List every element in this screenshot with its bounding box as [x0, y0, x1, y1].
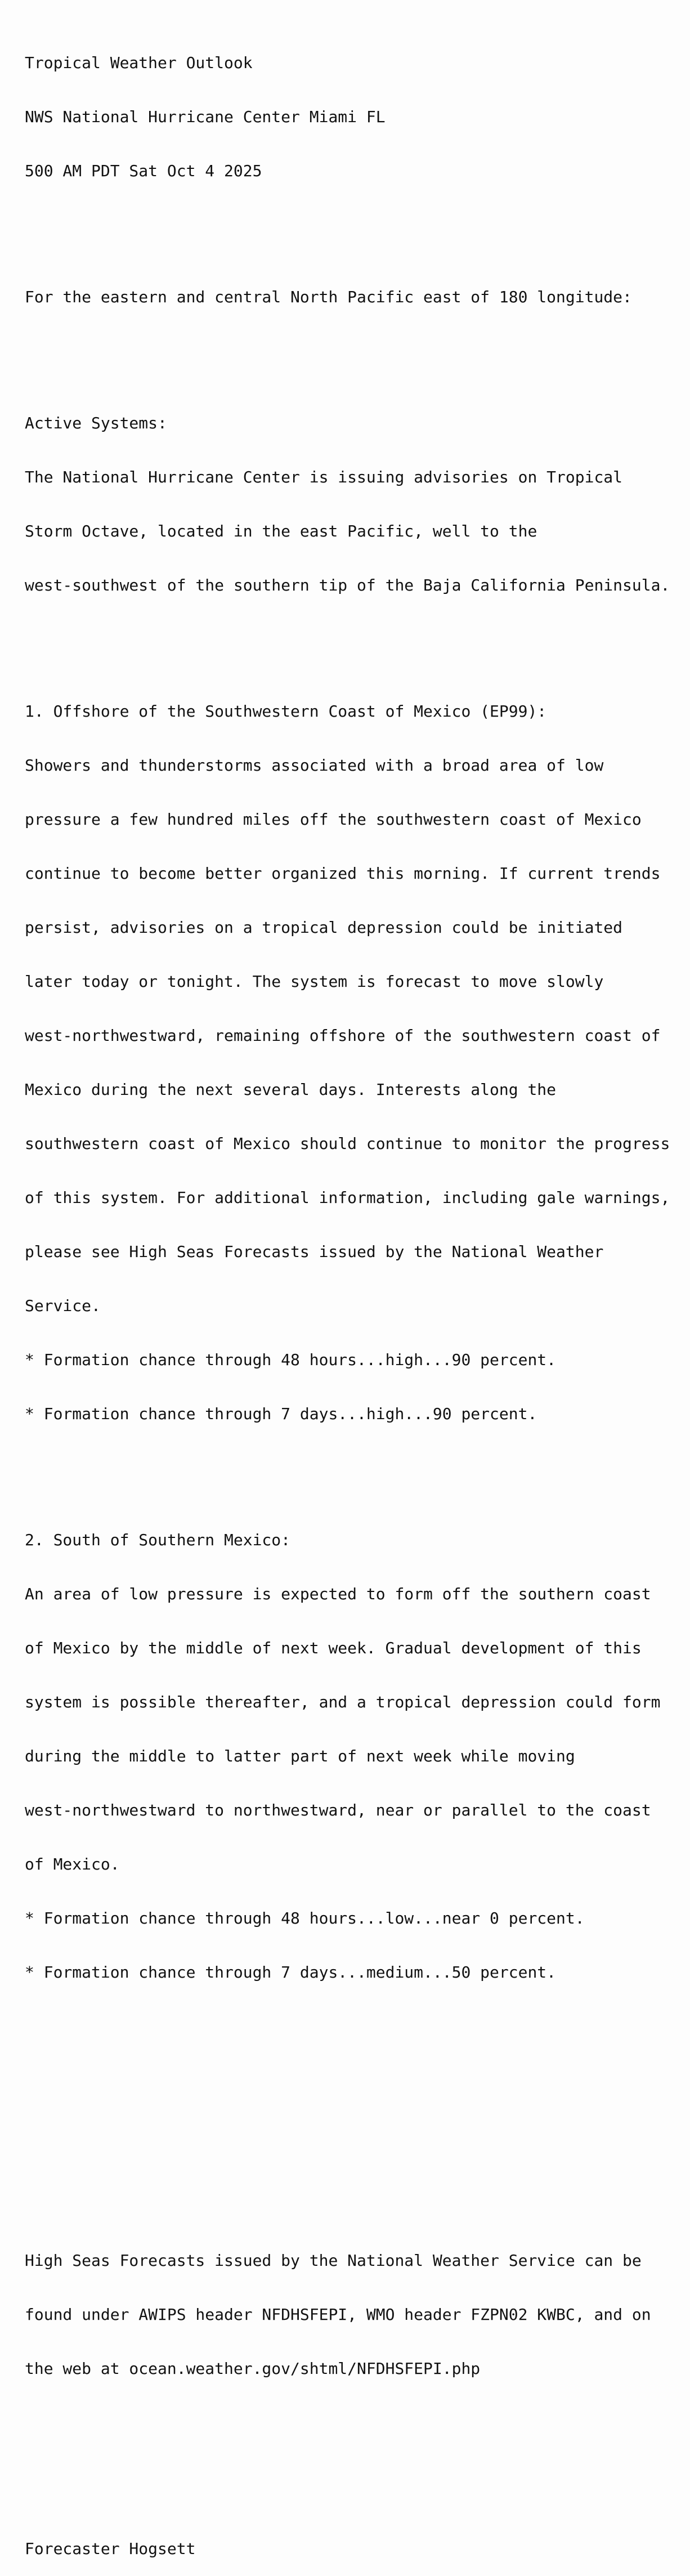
outlook-2-chance-7d: * Formation chance through 7 days...medium...50 percent.: [25, 1963, 557, 1982]
blank-line: [25, 2126, 683, 2144]
scope-statement: For the eastern and central North Pacific east of 180 longitude:: [25, 288, 632, 306]
active-systems-text: Storm Octave, located in the east Pacific, well to the: [25, 522, 537, 540]
blank-line: [25, 216, 683, 234]
outlook-2-text: An area of low pressure is expected to form off the southern coast: [25, 1585, 651, 1603]
outlook-2-text: of Mexico.: [25, 1855, 120, 1873]
active-systems-text: west-southwest of the southern tip of the Baja California Peninsula.: [25, 576, 670, 594]
outlook-1-text: Service.: [25, 1296, 101, 1315]
outlook-1-text: continue to become better organized this morning. If current trends: [25, 864, 661, 883]
outlook-2-text: of Mexico by the middle of next week. Gradual development of this: [25, 1639, 642, 1657]
outlook-1-text: west-northwestward, remaining offshore of the southwestern coast of: [25, 1026, 661, 1045]
active-systems-heading: Active Systems:: [25, 414, 167, 432]
forecaster-signature: Forecaster Hogsett: [25, 2539, 196, 2558]
blank-line: [25, 2072, 683, 2090]
high-seas-text: the web at ocean.weather.gov/shtml/NFDHSFEPI.php: [25, 2359, 481, 2378]
high-seas-text: High Seas Forecasts issued by the National Weather Service can be: [25, 2251, 642, 2270]
issue-time: 500 AM PDT Sat Oct 4 2025: [25, 162, 262, 180]
blank-line: [25, 2018, 683, 2036]
product-title: Tropical Weather Outlook: [25, 53, 253, 72]
outlook-2-heading: 2. South of Southern Mexico:: [25, 1531, 291, 1549]
active-systems-text: The National Hurricane Center is issuing advisories on Tropical: [25, 468, 623, 486]
outlook-1-text: Mexico during the next several days. Interests along the: [25, 1080, 557, 1099]
outlook-1-text: persist, advisories on a tropical depression could be initiated: [25, 918, 623, 937]
outlook-2-text: during the middle to latter part of next week while moving: [25, 1747, 575, 1765]
outlook-1-text: southwestern coast of Mexico should continue to monitor the progress: [25, 1134, 670, 1153]
outlook-1-text: later today or tonight. The system is forecast to move slowly: [25, 972, 604, 991]
outlook-1-text: Showers and thunderstorms associated with a broad area of low: [25, 756, 604, 775]
blank-line: [25, 2180, 683, 2198]
outlook-1-chance-7d: * Formation chance through 7 days...high...90 percent.: [25, 1405, 537, 1423]
high-seas-text: found under AWIPS header NFDHSFEPI, WMO header FZPN02 KWBC, and on: [25, 2305, 651, 2324]
blank-line: [25, 2414, 683, 2432]
outlook-1-chance-48h: * Formation chance through 48 hours...high...90 percent.: [25, 1350, 557, 1369]
blank-line: [25, 1459, 683, 1477]
issuing-office: NWS National Hurricane Center Miami FL: [25, 108, 386, 126]
outlook-2-text: system is possible thereafter, and a tropical depression could form: [25, 1693, 661, 1711]
outlook-1-text: of this system. For additional information, including gale warnings,: [25, 1188, 670, 1207]
outlook-1-text: please see High Seas Forecasts issued by the National Weather: [25, 1242, 604, 1261]
blank-line: [25, 2468, 683, 2486]
blank-line: [25, 630, 683, 649]
blank-line: [25, 342, 683, 360]
outlook-2-text: west-northwestward to northwestward, near or parallel to the coast: [25, 1801, 651, 1819]
outlook-1-heading: 1. Offshore of the Southwestern Coast of Mexico (EP99):: [25, 702, 547, 721]
outlook-2-chance-48h: * Formation chance through 48 hours...low...near 0 percent.: [25, 1909, 585, 1927]
outlook-document: [25, 18, 683, 2576]
outlook-1-text: pressure a few hundred miles off the southwestern coast of Mexico: [25, 810, 642, 829]
